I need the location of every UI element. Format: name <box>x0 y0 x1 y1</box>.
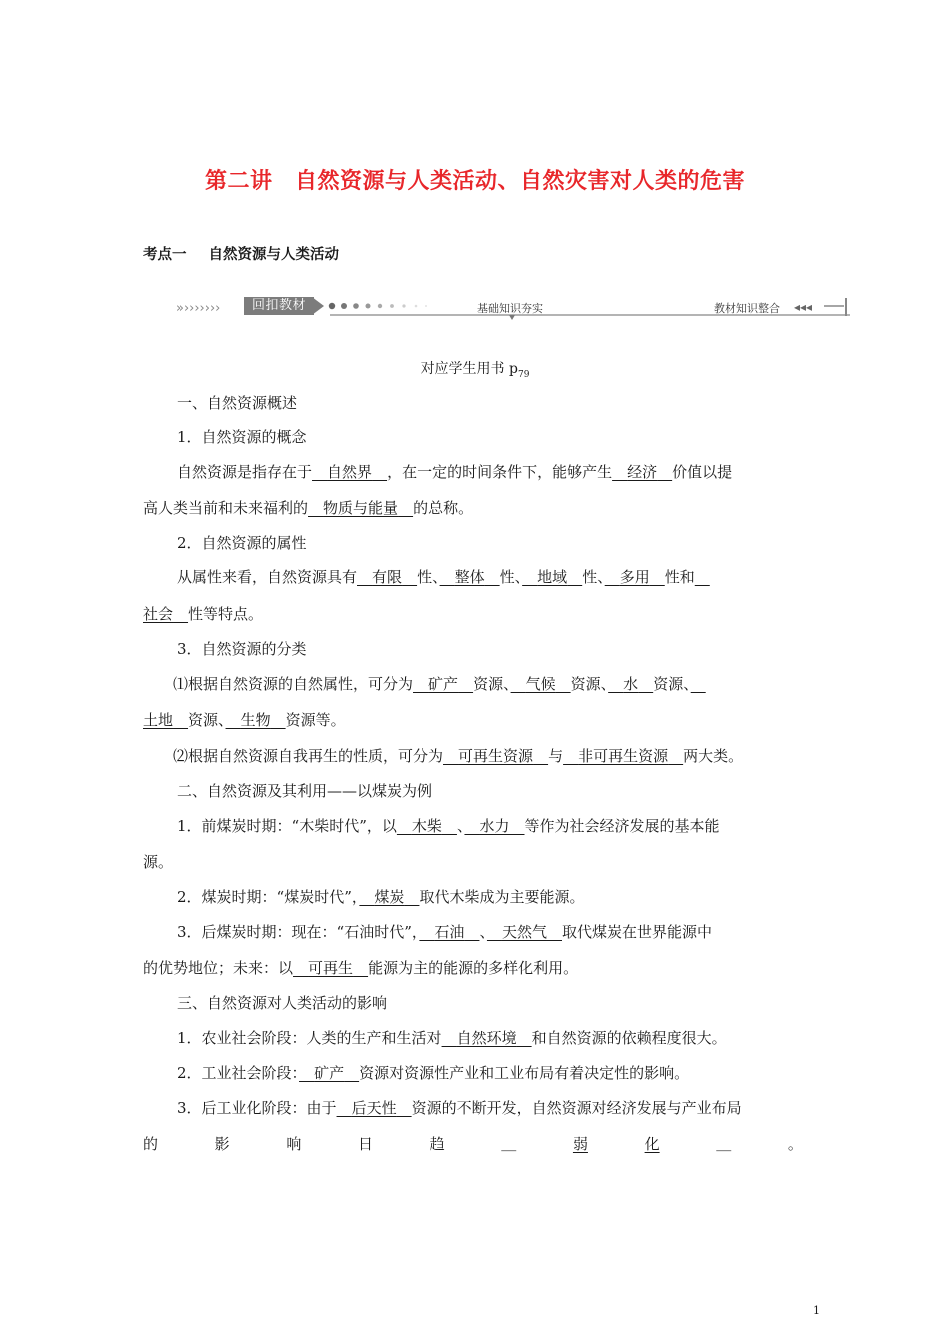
kaodian-text: 自然资源与人类活动 <box>208 247 339 263</box>
paragraph-line: 2．煤炭时期：“煤炭时代”， 煤炭 取代木柴成为主要能源。 <box>177 888 585 906</box>
paragraph-line: 土地 资源、 生物 资源等。 <box>143 711 346 729</box>
book-reference: 对应学生用书 $p_{79}$ <box>420 361 530 380</box>
paragraph-line-justified: 的 影 响 日 趋 ＿ 弱 化 ＿ 。 <box>143 1135 803 1153</box>
heading-s1: 一、自然资源概述 <box>177 394 298 412</box>
paragraph-line: 从属性来看，自然资源具有 有限 性、 整体 性、 地域 性、 多用 性和 <box>177 568 695 586</box>
paragraph-line: 高人类当前和未来福利的 物质与能量 的总称。 <box>143 499 474 517</box>
page-number: 1 <box>813 1304 820 1317</box>
paragraph-line: 3．后煤炭时期：现在：“石油时代”， 石油 、 天然气 取代煤炭在世界能源中 <box>177 923 713 941</box>
banner-label-mid: 基础知识夯实 <box>477 302 543 315</box>
paragraph-line: 自然资源是指存在于 自然界 ，在一定的时间条件下，能够产生 经济 价值以提 <box>177 463 733 481</box>
paragraph-line: 1．前煤炭时期：“木柴时代”，以 木柴 、 水力 等作为社会经济发展的基本能 <box>177 817 720 835</box>
paragraph-line: 社会 性等特点。 <box>143 605 264 623</box>
page-title: 第二讲 自然资源与人类活动、自然灾害对人类的危害 <box>204 169 745 194</box>
chevrons-left-icon: ◂◂◂ <box>794 300 813 314</box>
banner-chip: 回扣教材 <box>244 297 314 315</box>
heading-s3: 三、自然资源对人类活动的影响 <box>177 994 388 1012</box>
chevrons-left-icon: »››››››› <box>176 301 221 316</box>
section-banner <box>172 294 852 320</box>
subheading: 2．自然资源的属性 <box>177 534 307 552</box>
paragraph-line: 源。 <box>143 853 174 871</box>
banner-label-right: 教材知识整合 <box>714 302 780 315</box>
paragraph-line: ⑴根据自然资源的自然属性，可分为 矿产 资源、 气候 资源、 水 资源、 <box>173 675 691 693</box>
subheading: 3．自然资源的分类 <box>177 640 307 658</box>
heading-s2: 二、自然资源及其利用——以煤炭为例 <box>177 782 433 800</box>
paragraph-line: 2．工业社会阶段： 矿产 资源对资源性产业和工业布局有着决定性的影响。 <box>177 1064 690 1082</box>
paragraph-line: 的优势地位；未来：以 可再生 能源为主的能源的多样化利用。 <box>143 959 579 977</box>
subheading: 1．自然资源的概念 <box>177 428 307 446</box>
paragraph-line: ⑵根据自然资源自我再生的性质，可分为 可再生资源 与 非可再生资源 两大类。 <box>173 747 744 765</box>
kaodian-label: 考点一 <box>143 247 187 263</box>
paragraph-line: 1．农业社会阶段：人类的生产和生活对 自然环境 和自然资源的依赖程度很大。 <box>177 1029 727 1047</box>
paragraph-line: 3．后工业化阶段：由于 后天性 资源的不断开发，自然资源对经济发展与产业布局 <box>177 1099 742 1117</box>
section-heading <box>143 243 339 264</box>
